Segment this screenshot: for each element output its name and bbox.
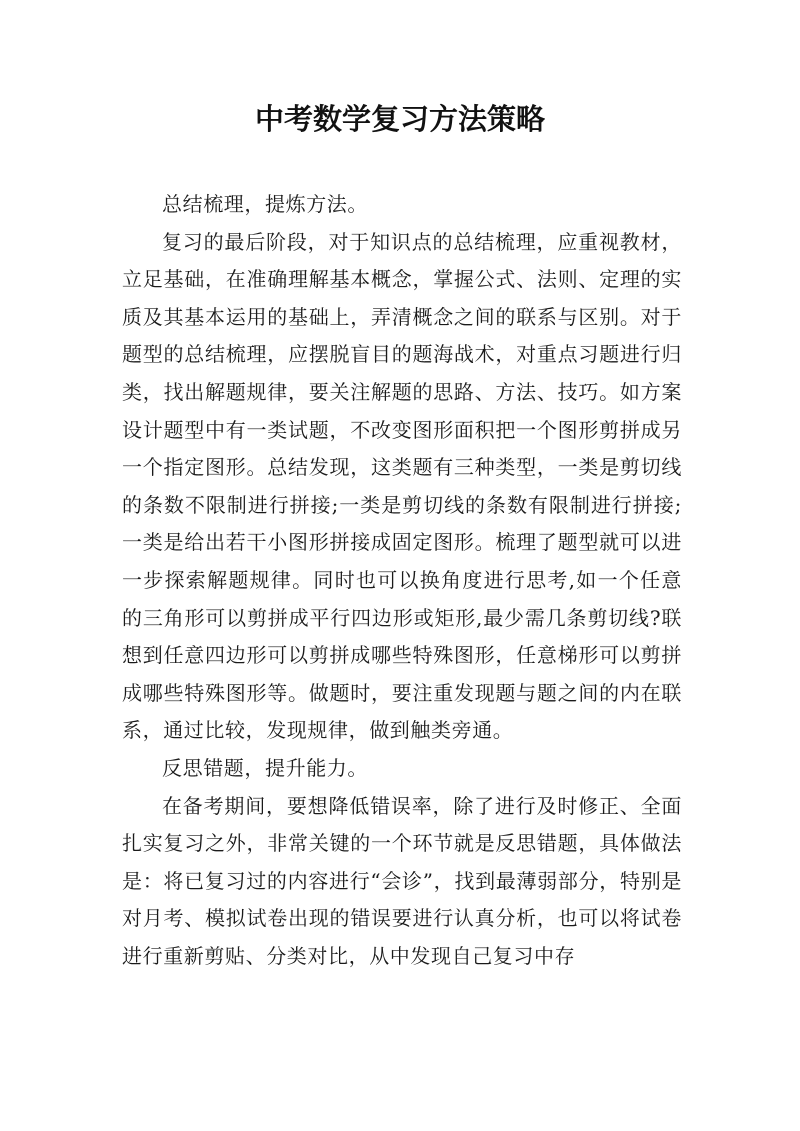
paragraph-reflect: 在备考期间，要想降低错误率，除了进行及时修正、全面扎实复习之外，非常关键的一个环节就是反思错题，具体做法是：将已复习过的内容进行“会诊”，找到最薄弱部分，特别是对月考、模拟试卷出现的错误要进行认真分析，也可以将试卷进行重新剪贴、分类对比，从中发现自己复习中存 [122,793,682,968]
document-body [122,186,682,975]
paragraph-summary: 复习的最后阶段，对于知识点的总结梳理，应重视教材，立足基础，在准确理解基本概念，掌握公式、法则、定理的实质及其基本运用的基础上，弄清概念之间的联系与区别。对于题型的总结梳理，应摆脱盲目的题海战术，对重点习题进行归类，找出解题规律，要关注解题的思路、方法、技巧。如方案设计题型中有一类试题，不改变图形面积把一个图形剪拼成另一个指定图形。总结发现，这类题有三种类型，一类是剪切线的条数不限制进行拼接;一类是剪切线的条数有限制进行拼接;一类是给出若干小图形拼接成固定图形。梳理了题型就可以进一步探索解题规律。同时也可以换角度进行思考,如一个任意的三角形可以剪拼成平行四边形或矩形,最少需几条剪切线?联想到任意四边形可以剪拼成哪些特殊图形，任意梯形可以剪拼成哪些特殊图形等。做题时，要注重发现题与题之间的内在联系，通过比较，发现规律，做到触类旁通。 [122,229,682,743]
section-heading-summary: 总结梳理，提炼方法。 [162,192,368,216]
section-heading-reflect: 反思错题，提升能力。 [162,755,368,780]
document-title: 中考数学复习方法策略 [254,102,545,136]
